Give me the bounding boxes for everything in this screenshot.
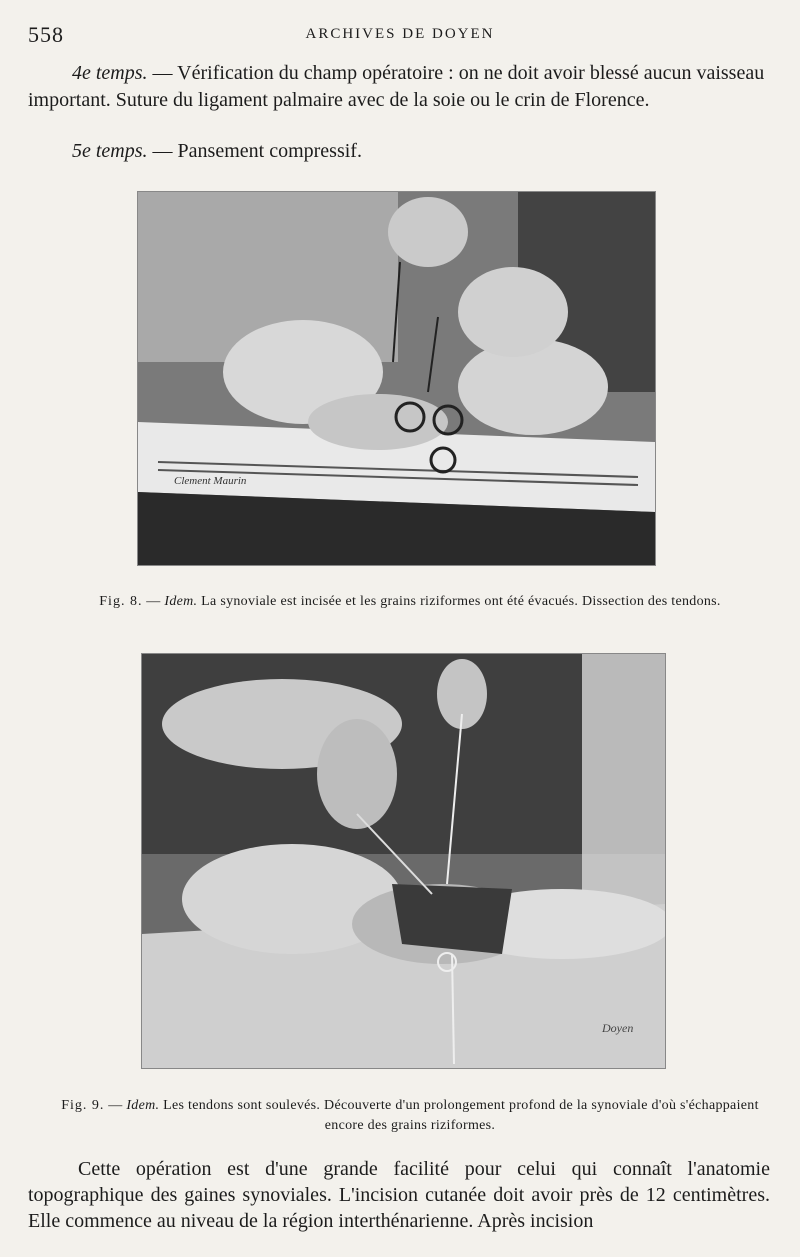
step-5-text: — Pansement compressif.	[147, 140, 362, 162]
step-4-text: — Vérification du champ opératoire : on ne doit avoir blessé aucun vaisseau important. Suture du ligament palmaire avec de la soie ou le crin de Florence.	[28, 62, 765, 111]
figure-9-label: Fig. 9.	[61, 1098, 105, 1113]
figure-8-label: Fig. 8.	[99, 594, 143, 609]
figure-8-dash: —	[142, 594, 165, 609]
figure-8-caption-text: La synoviale est incisée et les grains riziformes ont été évacués. Dissection des tendons.	[197, 594, 721, 609]
figure-9-idem: Idem.	[126, 1098, 160, 1113]
figure-8-idem: Idem.	[164, 594, 198, 609]
page-number: 558	[28, 22, 64, 47]
step-4-lead: 4e temps.	[72, 62, 148, 84]
figure-9-caption	[60, 1096, 760, 1136]
figure-8-signature: Clement Maurin	[174, 475, 247, 487]
figure-8-caption	[60, 592, 760, 612]
running-head: ARCHIVES DE DOYEN	[305, 26, 495, 42]
step-5-lead: 5e temps.	[72, 140, 148, 162]
figure-9-signature: Doyen	[602, 1021, 634, 1035]
figure-9-photo	[142, 654, 665, 1068]
figure-8-photo	[138, 192, 655, 565]
figure-9-caption-text: Les tendons sont soulevés. Découverte d'un prolongement profond de la synoviale d'où s'échappaient encore des grains riziformes.	[159, 1098, 759, 1133]
figure-9-dash: —	[104, 1098, 127, 1113]
page-header	[28, 22, 772, 48]
paragraph-step-4	[28, 60, 770, 114]
figure-9-illustration	[142, 654, 665, 1068]
body-paragraph: Cette opération est d'une grande facilité pour celui qui connaît l'anatomie topographique des gaines synoviales. L'incision cutanée doit avoir près de 12 centimètres. Elle commence au niveau de la région interthénarienne. Après incision	[28, 1158, 770, 1232]
paragraph-step-5	[72, 138, 770, 165]
figure-8-illustration	[138, 192, 655, 565]
